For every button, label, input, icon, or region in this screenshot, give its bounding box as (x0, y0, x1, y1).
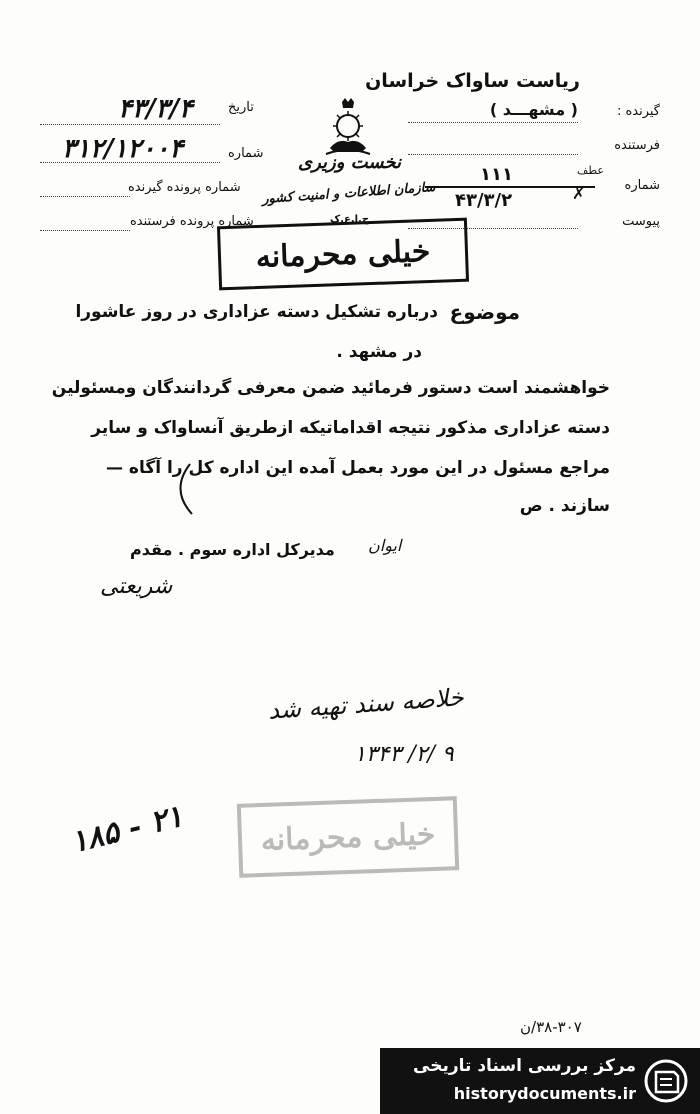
archive-logo-icon (644, 1058, 688, 1104)
summary-note: خلاصه سند تهیه شد (267, 683, 465, 725)
recipient-value: ( مشهـــد ) (489, 100, 578, 119)
number-dotline (40, 162, 220, 163)
sender-label: فرستنده (614, 138, 660, 153)
ref-date: ۴۳/۳/۲ (455, 190, 513, 211)
summary-date: ۹ /۲/ ۱۳۴۳ (354, 742, 454, 767)
body-line-3: مراجع مسئول در این مورد بعمل آمده این اداره کل را آگاه — (106, 458, 610, 478)
lion-and-sun-emblem (318, 96, 378, 158)
body-line-4: سازند . ص (519, 496, 610, 516)
archive-website: historydocuments.ir (453, 1084, 636, 1103)
recipient-label: گیرنده : (616, 104, 660, 119)
signature-title: مدیرکل اداره سوم . مقدم (130, 540, 335, 559)
date-dotline (40, 124, 220, 125)
number-value: ۳۱۲/۱۲۰۰۴ (62, 134, 184, 164)
number-label: شماره (624, 178, 660, 193)
archive-center-name: مرکز بررسی اسناد تاریخی (413, 1056, 636, 1076)
classification-stamp: خیلی محرمانه (217, 218, 469, 291)
sender-file-label: شماره پرونده فرستنده (130, 214, 254, 229)
ref-number-rule (425, 186, 595, 188)
date-label: تاریخ (228, 100, 254, 115)
sender-dotline (408, 154, 578, 155)
recipient-dotline (408, 122, 578, 123)
sender-file-dotline (40, 230, 130, 231)
emblem-org: سازمان اطلاعات و امنیت کشور (261, 179, 436, 208)
subject-line-1: درباره تشکیل دسته عزاداری در روز عاشورا (75, 302, 438, 322)
signature-handwritten-prefix: ایوان (368, 536, 402, 555)
subject-label: موضوع (449, 300, 520, 324)
footer-bar (380, 1048, 700, 1114)
faded-classification-stamp: خیلی محرمانه (237, 796, 459, 878)
attachment-label: پیوست (622, 214, 660, 229)
recipient-file-label: شماره پرونده گیرنده (128, 180, 241, 195)
handwritten-bracket (150, 460, 220, 520)
body-line-1: خواهشمند است دستور فرمائید ضمن معرفی گردانندگان ومسئولین (51, 378, 610, 398)
margin-number: ۲۱ - ۱۸۵ (67, 798, 187, 861)
document-header-title: ریاست ساواک خراسان (365, 70, 580, 92)
emblem-code: ح.ا.ع.ک (330, 214, 370, 225)
ref-number: ۱۱۱ (480, 164, 513, 185)
ref-mark: ✗ (572, 184, 586, 203)
ref-label: عطف (577, 164, 604, 177)
emblem-office: نخست وزیری (298, 152, 402, 173)
signature-initials: شریعتی (100, 574, 173, 599)
number-left-label: شماره (228, 146, 264, 161)
recipient-file-dotline (40, 196, 130, 197)
date-value: ۴۳/۳/۴ (118, 94, 193, 124)
subject-line-2: در مشهد . (336, 342, 422, 362)
document-code: ۳۸-۳۰۷/ن (520, 1018, 582, 1036)
body-line-2: دسته عزاداری مذکور نتیجه اقداماتیکه ازطریق آنساواک و سایر (91, 418, 610, 438)
